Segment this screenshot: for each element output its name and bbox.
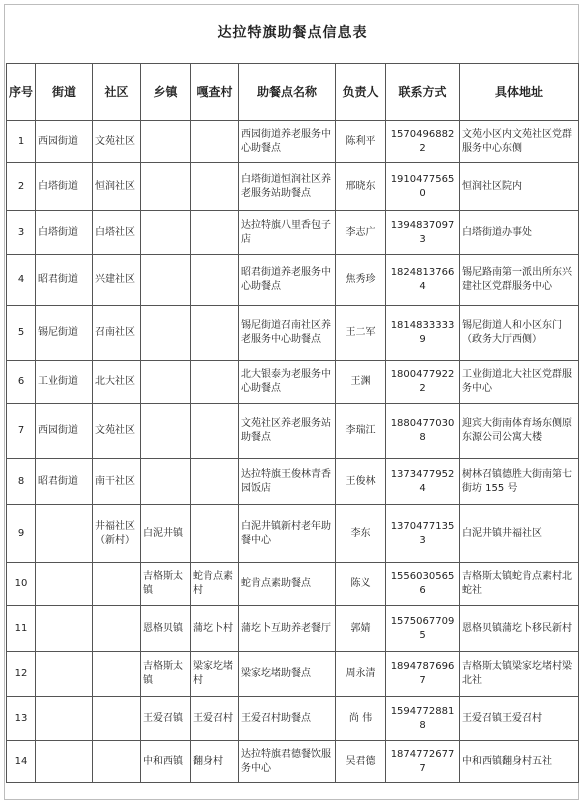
cell-contact: 13948370973	[386, 211, 460, 255]
cell-contact: 18148333339	[386, 306, 460, 361]
cell-community	[93, 697, 141, 741]
cell-street	[36, 652, 93, 697]
cell-street: 锡尼街道	[36, 306, 93, 361]
cell-manager: 王二军	[336, 306, 386, 361]
cell-village: 蛇肯点素村	[191, 563, 239, 606]
cell-contact: 18804770308	[386, 404, 460, 459]
cell-contact: 18248137664	[386, 255, 460, 306]
cell-contact: 15750677095	[386, 606, 460, 652]
header-manager: 负责人	[336, 64, 386, 121]
cell-address: 文苑小区内文苑社区党群服务中心东侧	[460, 121, 579, 163]
header-street: 街道	[36, 64, 93, 121]
cell-town: 吉格斯太镇	[141, 563, 191, 606]
cell-village	[191, 211, 239, 255]
cell-community: 恒润社区	[93, 163, 141, 211]
table-row	[7, 163, 579, 211]
cell-manager: 李瑞江	[336, 404, 386, 459]
cell-address: 吉格斯太镇蛇肯点素村北蛇社	[460, 563, 579, 606]
cell-seq: 6	[7, 361, 36, 404]
cell-seq: 12	[7, 652, 36, 697]
cell-point-name: 达拉特旗君德餐饮服务中心	[239, 741, 336, 783]
cell-village: 梁家圪堵村	[191, 652, 239, 697]
cell-point-name: 蛇肯点素助餐点	[239, 563, 336, 606]
cell-manager: 郭婧	[336, 606, 386, 652]
cell-village	[191, 361, 239, 404]
table-row	[7, 211, 579, 255]
cell-point-name: 蒲圪卜互助养老餐厅	[239, 606, 336, 652]
cell-village: 翻身村	[191, 741, 239, 783]
cell-manager: 周永清	[336, 652, 386, 697]
cell-address: 王爱召镇王爱召村	[460, 697, 579, 741]
cell-contact: 19104775650	[386, 163, 460, 211]
cell-contact: 13704771353	[386, 505, 460, 563]
cell-town	[141, 163, 191, 211]
cell-village: 蒲圪卜村	[191, 606, 239, 652]
cell-address: 锡尼路南第一派出所东兴建社区党群服务中心	[460, 255, 579, 306]
cell-address: 迎宾大街南体育场东侧原东源公司公寓大楼	[460, 404, 579, 459]
cell-village	[191, 505, 239, 563]
cell-contact: 18947876967	[386, 652, 460, 697]
header-seq: 序号	[7, 64, 36, 121]
cell-address: 树林召镇德胜大街南第七街坊 155 号	[460, 459, 579, 505]
cell-contact: 15704968822	[386, 121, 460, 163]
header-village: 嘎查村	[191, 64, 239, 121]
page-title: 达拉特旗助餐点信息表	[217, 25, 368, 41]
cell-point-name: 文苑社区养老服务站助餐点	[239, 404, 336, 459]
cell-town	[141, 121, 191, 163]
cell-manager: 吴君德	[336, 741, 386, 783]
cell-town	[141, 255, 191, 306]
cell-community: 兴建社区	[93, 255, 141, 306]
table-row	[7, 652, 579, 697]
cell-seq: 2	[7, 163, 36, 211]
cell-street: 昭君街道	[36, 459, 93, 505]
table-body	[7, 121, 579, 783]
cell-street	[36, 563, 93, 606]
cell-town: 白泥井镇	[141, 505, 191, 563]
cell-seq: 14	[7, 741, 36, 783]
cell-contact: 18747726777	[386, 741, 460, 783]
cell-point-name: 王爱召村助餐点	[239, 697, 336, 741]
cell-seq: 7	[7, 404, 36, 459]
table-row	[7, 741, 579, 783]
cell-point-name: 锡尼街道召南社区养老服务中心助餐点	[239, 306, 336, 361]
cell-town	[141, 459, 191, 505]
cell-manager: 李东	[336, 505, 386, 563]
table-row	[7, 606, 579, 652]
cell-contact: 15947728818	[386, 697, 460, 741]
cell-street: 白塔街道	[36, 211, 93, 255]
cell-town: 吉格斯太镇	[141, 652, 191, 697]
table-row	[7, 563, 579, 606]
cell-point-name: 西园街道养老服务中心助餐点	[239, 121, 336, 163]
cell-town: 中和西镇	[141, 741, 191, 783]
cell-address: 白泥井镇井福社区	[460, 505, 579, 563]
cell-manager: 陈利平	[336, 121, 386, 163]
cell-seq: 4	[7, 255, 36, 306]
cell-village	[191, 255, 239, 306]
cell-village	[191, 163, 239, 211]
header-town: 乡镇	[141, 64, 191, 121]
cell-community: 文苑社区	[93, 404, 141, 459]
cell-street	[36, 505, 93, 563]
cell-town: 王爱召镇	[141, 697, 191, 741]
cell-address: 恒润社区院内	[460, 163, 579, 211]
table-row	[7, 404, 579, 459]
cell-manager: 焦秀珍	[336, 255, 386, 306]
info-table	[6, 63, 579, 783]
cell-village	[191, 459, 239, 505]
cell-address: 锡尼街道人和小区东门（政务大厅西侧）	[460, 306, 579, 361]
table-row	[7, 361, 579, 404]
table-row	[7, 255, 579, 306]
header-community: 社区	[93, 64, 141, 121]
cell-seq: 1	[7, 121, 36, 163]
cell-village	[191, 404, 239, 459]
cell-street: 白塔街道	[36, 163, 93, 211]
header-point-name: 助餐点名称	[239, 64, 336, 121]
cell-village	[191, 121, 239, 163]
cell-community	[93, 563, 141, 606]
cell-community: 文苑社区	[93, 121, 141, 163]
cell-point-name: 白泥井镇新村老年助餐中心	[239, 505, 336, 563]
table-row	[7, 459, 579, 505]
header-contact: 联系方式	[386, 64, 460, 121]
cell-seq: 5	[7, 306, 36, 361]
table-row	[7, 121, 579, 163]
cell-point-name: 白塔街道恒润社区养老服务站助餐点	[239, 163, 336, 211]
cell-seq: 11	[7, 606, 36, 652]
cell-community	[93, 652, 141, 697]
cell-town	[141, 211, 191, 255]
cell-street: 昭君街道	[36, 255, 93, 306]
cell-community: 井福社区（新村）	[93, 505, 141, 563]
cell-street: 西园街道	[36, 404, 93, 459]
cell-street	[36, 697, 93, 741]
cell-community	[93, 741, 141, 783]
cell-point-name: 昭君街道养老服务中心助餐点	[239, 255, 336, 306]
cell-community: 南干社区	[93, 459, 141, 505]
header-row	[7, 64, 579, 121]
cell-street	[36, 606, 93, 652]
cell-contact: 18004779222	[386, 361, 460, 404]
cell-seq: 8	[7, 459, 36, 505]
cell-manager: 李志广	[336, 211, 386, 255]
table-row	[7, 505, 579, 563]
table-row	[7, 697, 579, 741]
cell-town	[141, 361, 191, 404]
cell-town	[141, 404, 191, 459]
cell-point-name: 达拉特旗八里香包子店	[239, 211, 336, 255]
cell-seq: 9	[7, 505, 36, 563]
header-address: 具体地址	[460, 64, 579, 121]
cell-community: 白塔社区	[93, 211, 141, 255]
cell-address: 工业街道北大社区党群服务中心	[460, 361, 579, 404]
cell-manager: 尚 伟	[336, 697, 386, 741]
cell-community: 召南社区	[93, 306, 141, 361]
cell-seq: 3	[7, 211, 36, 255]
cell-community: 北大社区	[93, 361, 141, 404]
cell-seq: 10	[7, 563, 36, 606]
table-row	[7, 306, 579, 361]
cell-address: 恩格贝镇蒲圪卜移民新村	[460, 606, 579, 652]
cell-manager: 陈义	[336, 563, 386, 606]
cell-address: 白塔街道办事处	[460, 211, 579, 255]
cell-village	[191, 306, 239, 361]
cell-point-name: 达拉特旗王俊林青香园饭店	[239, 459, 336, 505]
cell-seq: 13	[7, 697, 36, 741]
cell-contact: 15560305656	[386, 563, 460, 606]
cell-contact: 13734779524	[386, 459, 460, 505]
cell-manager: 王渊	[336, 361, 386, 404]
cell-point-name: 北大银泰为老服务中心助餐点	[239, 361, 336, 404]
cell-town: 恩格贝镇	[141, 606, 191, 652]
cell-manager: 王俊林	[336, 459, 386, 505]
cell-community	[93, 606, 141, 652]
cell-street: 工业街道	[36, 361, 93, 404]
cell-address: 吉格斯太镇梁家圪堵村梁北社	[460, 652, 579, 697]
cell-point-name: 梁家圪堵助餐点	[239, 652, 336, 697]
cell-manager: 邢晓东	[336, 163, 386, 211]
cell-address: 中和西镇翻身村五社	[460, 741, 579, 783]
cell-street	[36, 741, 93, 783]
cell-town	[141, 306, 191, 361]
cell-village: 王爱召村	[191, 697, 239, 741]
cell-street: 西园街道	[36, 121, 93, 163]
